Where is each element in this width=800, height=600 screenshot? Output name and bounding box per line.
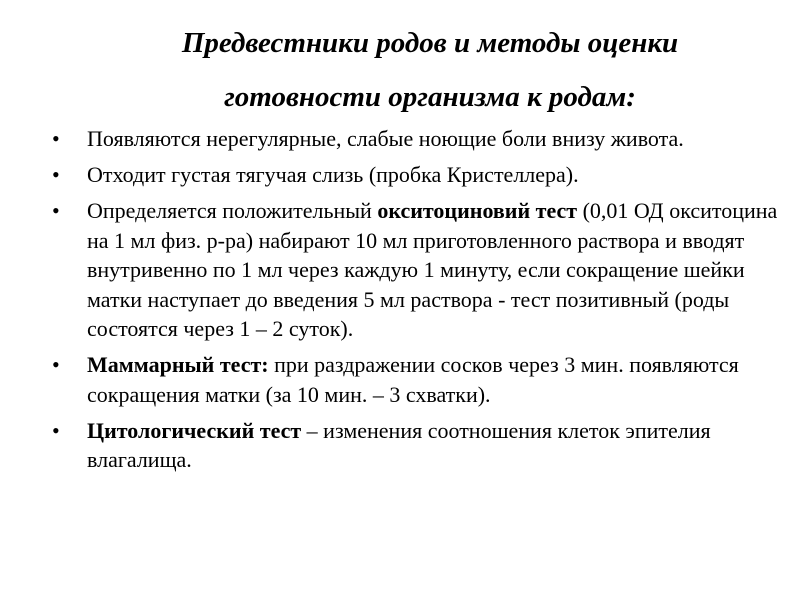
bullet-text-rest: при раздражении сосков через 3 мин. появляются сокращения матки (за 10 мин. – 3 схватки). [87,352,739,407]
bullet-dot-icon: • [52,417,60,443]
bullet-dot-icon: • [52,352,60,377]
bullet-text: Появляются нерегулярные, слабые ноющие боли внизу живота. [87,126,684,151]
slide-title [20,16,800,124]
bullet-text-rest: – изменения соотношения клеток эпителия влагалища. [87,417,711,472]
bullet-text-rest: (0,01 ОД окситоцина на 1 мл физ. р-ра) набирают 10 мл приготовленного раствора и вводят внутривенно по 1 мл через каждую 1 минуту, если сокращение шейки матки наступает до введения 5 мл раствора - тест позитивный (роды состоятся через 1 – 2 суток). [87,198,778,341]
bullet-dot-icon: • [52,126,60,151]
slide-title-line-2: готовности организма к родам: [224,81,636,113]
bullet-item-cytological-test [52,416,800,475]
bullet-dot-icon: • [52,162,60,187]
slide-title-line-1: Предвестники родов и методы оценки [181,27,679,59]
bullet-item-pains [52,124,800,154]
bullet-term-mammary-test: Маммарный тест: [87,352,269,377]
bullet-item-mammary-test [52,350,800,409]
bullet-text: Отходит густая тягучая слизь (пробка Кристеллера). [87,162,579,187]
bullet-text-prefix: Определяется положительный [87,198,378,223]
bullet-item-mucus-plug [52,160,800,190]
bullet-dot-icon: • [52,198,60,223]
bullet-list [52,124,800,481]
bullet-term-cytological-test: Цитологический тест [87,417,302,443]
bullet-term-oxytocin-test: окситоциновий тест [377,198,578,223]
bullet-item-oxytocin-test [52,196,800,344]
